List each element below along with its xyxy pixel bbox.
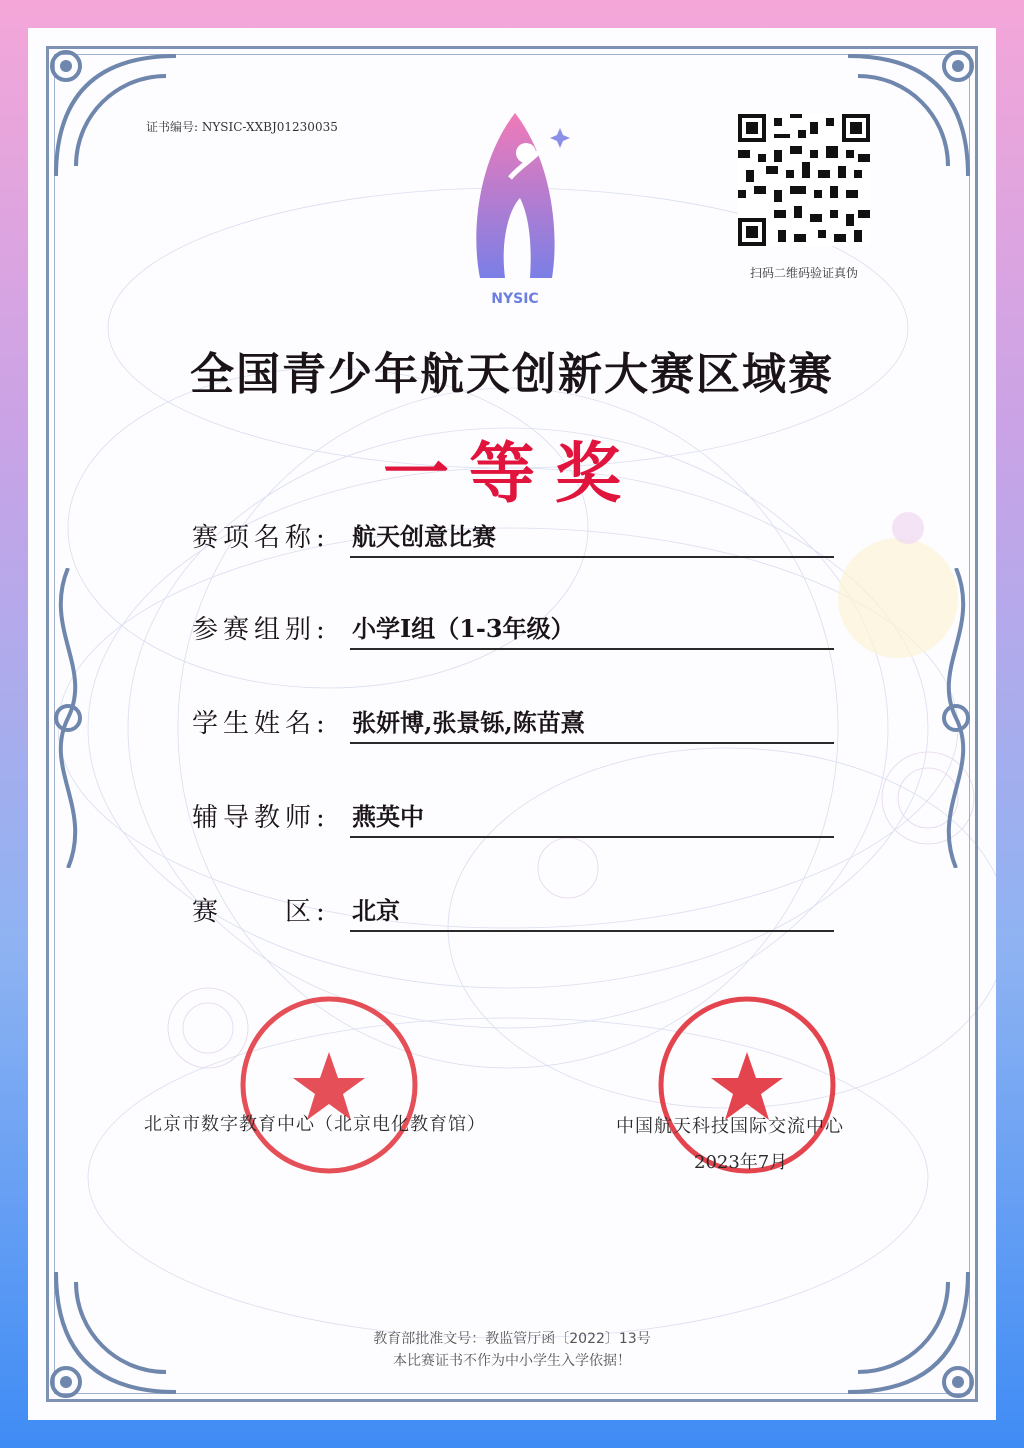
logo-text: NYSIC <box>491 291 539 307</box>
field-region <box>192 882 842 932</box>
side-ornament-left <box>38 568 98 868</box>
corner-ornament-top-left <box>36 36 186 186</box>
seal-left-icon <box>234 990 424 1180</box>
field-underline <box>350 556 834 558</box>
field-label: 参赛组别: <box>192 615 330 645</box>
field-value: 航天创意比赛 <box>352 522 496 551</box>
field-underline <box>350 742 834 744</box>
qr-code-icon[interactable] <box>738 114 870 246</box>
footer-approval: 教育部批准文号：教监管厅函〔2022〕13号 <box>373 1331 651 1347</box>
field-label: 学生姓名: <box>192 709 330 739</box>
field-value: 北京 <box>352 896 400 925</box>
field-teacher <box>192 788 842 838</box>
field-label: 赛 区: <box>192 897 330 927</box>
issue-date: 2023年7月 <box>694 1152 788 1173</box>
field-value: 小学I组（1-3年级） <box>352 614 575 643</box>
field-value: 张妍博,张景铄,陈苗熹 <box>352 708 585 737</box>
field-label: 辅导教师: <box>192 803 330 833</box>
award-level: 一等奖 <box>383 434 641 512</box>
footer <box>28 1328 996 1372</box>
field-underline <box>350 836 834 838</box>
field-group <box>192 600 842 650</box>
field-underline <box>350 930 834 932</box>
qr-block <box>736 114 872 281</box>
field-label: 赛项名称: <box>192 523 330 553</box>
rocket-figure-logo-icon <box>460 108 570 308</box>
side-ornament-right <box>926 568 986 868</box>
footer-note: 本比赛证书不作为中小学生入学依据！ <box>393 1353 631 1369</box>
field-value: 燕英中 <box>352 802 424 831</box>
certificate-title: 全国青少年航天创新大赛区域赛 <box>190 349 834 400</box>
field-student-names <box>192 694 842 744</box>
qr-caption: 扫码二维码验证真伪 <box>749 266 858 280</box>
certificate-paper <box>28 28 996 1420</box>
issuer-left: 北京市数字教育中心（北京电化教育馆） <box>144 1114 486 1135</box>
certificate-number: 证书编号: NYSIC-XXBJ01230035 <box>146 120 338 134</box>
field-underline <box>350 648 834 650</box>
issuer-right: 中国航天科技国际交流中心 <box>616 1116 844 1137</box>
field-event-name <box>192 508 842 558</box>
